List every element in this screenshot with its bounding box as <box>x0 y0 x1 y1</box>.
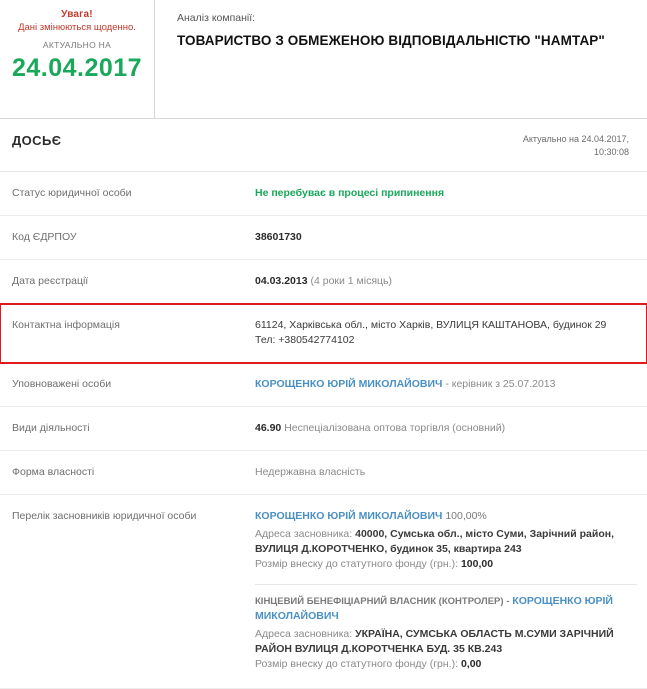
warning-title: Увага! <box>61 9 93 20</box>
founder-share: 100,00% <box>445 510 487 522</box>
dossier-bar <box>0 119 647 172</box>
registration-age: (4 роки 1 місяць) <box>310 275 393 287</box>
founder-address <box>255 627 637 657</box>
founder-head <box>255 509 637 524</box>
contact-phone: Тел: +380542774102 <box>255 334 355 346</box>
row-label-authorized: Уповноважені особи <box>12 378 112 390</box>
table-row-ownership <box>0 451 647 495</box>
founder-address-value: 40000, Сумська обл., місто Суми, Зарічний район, ВУЛИЦЯ Д.КОРОТЧЕНКО, будинок 35, квартира 243 <box>255 528 615 555</box>
contact-address: 61124, Харківська обл., місто Харків, ВУЛИЦЯ КАШТАНОВА, будинок 29 <box>255 319 607 331</box>
row-value-status <box>243 172 647 216</box>
row-value-edrpou <box>243 216 647 260</box>
row-label-founders: Перелік засновників юридичної особи <box>12 510 197 522</box>
table-row-contacts <box>0 304 647 363</box>
analysis-label: Аналіз компанії: <box>177 12 256 24</box>
row-value-founders <box>243 495 647 689</box>
list-item <box>255 584 637 674</box>
row-value-contacts <box>243 304 647 363</box>
company-name: ТОВАРИСТВО З ОБМЕЖЕНОЮ ВІДПОВІДАЛЬНІСТЮ "НАМТАР" <box>177 33 605 48</box>
founder-address-value: УКРАЇНА, СУМСЬКА ОБЛАСТЬ М.СУМИ ЗАРІЧНИЙ РАЙОН ВУЛИЦЯ Д.КОРОТЧЕНКА БУД. 35 КВ.243 <box>255 628 614 655</box>
row-value-registration <box>243 260 647 304</box>
founder-name-link[interactable]: КОРОЩЕНКО ЮРІЙ МИКОЛАЙОВИЧ <box>255 510 443 522</box>
row-label-activities: Види діяльності <box>12 422 90 434</box>
founder-head <box>255 594 637 624</box>
list-item <box>255 509 637 574</box>
founder-contribution-value: 0,00 <box>460 658 482 670</box>
beneficiary-role-label: КІНЦЕВИЙ БЕНЕФІЦІАРНИЙ ВЛАСНИК (КОНТРОЛЕР) - <box>255 596 510 607</box>
table-row-activities <box>0 407 647 451</box>
actual-date: 24.04.2017 <box>11 54 143 82</box>
edrpou-code: 38601730 <box>255 231 302 243</box>
row-value-activities <box>243 407 647 451</box>
authorized-person-note: - керівник з 25.07.2013 <box>445 378 556 390</box>
header-company-panel <box>155 0 647 118</box>
page-title: ДОСЬЄ <box>12 133 62 148</box>
table-row-registration <box>0 260 647 304</box>
registration-date: 04.03.2013 <box>255 275 308 287</box>
founder-name-link[interactable]: КОРОЩЕНКО ЮРІЙ МИКОЛАЙОВИЧ <box>255 595 613 622</box>
founder-address-label: Адреса засновника: <box>255 528 353 540</box>
actual-on-label: АКТУАЛЬНО НА <box>42 40 112 50</box>
activity-code: 46.90 <box>255 422 282 434</box>
row-label-registration: Дата реєстрації <box>12 275 89 287</box>
row-value-authorized <box>243 363 647 407</box>
dossier-timestamp-line1: Актуально на 24.04.2017, <box>522 134 629 144</box>
dossier-timestamp <box>523 133 629 159</box>
activity-text: Неспеціалізована оптова торгівля (основний) <box>284 422 506 434</box>
founder-address-label: Адреса засновника: <box>255 628 353 640</box>
row-label-ownership: Форма власності <box>12 466 95 478</box>
status-badge: Не перебуває в процесі припинення <box>255 187 445 199</box>
authorized-person-link[interactable]: КОРОЩЕНКО ЮРІЙ МИКОЛАЙОВИЧ <box>255 378 443 390</box>
table-row-edrpou <box>0 216 647 260</box>
row-label-contacts: Контактна інформація <box>0 304 243 363</box>
founder-address <box>255 527 637 557</box>
row-value-ownership <box>243 451 647 495</box>
founder-contribution-label: Розмір внеску до статутного фонду (грн.): <box>255 658 459 670</box>
dossier-timestamp-line2: 10:30:08 <box>593 147 629 157</box>
document-header <box>0 0 647 119</box>
warning-subtitle: Дані змінюються щоденно. <box>18 22 136 33</box>
founder-contribution-value: 100,00 <box>460 558 494 570</box>
ownership-value: Недержавна власність <box>255 466 366 478</box>
founder-contribution-label: Розмір внеску до статутного фонду (грн.): <box>255 558 459 570</box>
row-label-edrpou: Код ЄДРПОУ <box>12 231 77 243</box>
table-row-founders <box>0 495 647 689</box>
founder-contribution <box>255 657 637 672</box>
dossier-table <box>0 172 647 689</box>
table-row-authorized <box>0 363 647 407</box>
table-row-status <box>0 172 647 216</box>
row-label-status: Статус юридичної особи <box>12 187 132 199</box>
founder-contribution <box>255 557 637 572</box>
header-date-panel <box>0 0 155 118</box>
